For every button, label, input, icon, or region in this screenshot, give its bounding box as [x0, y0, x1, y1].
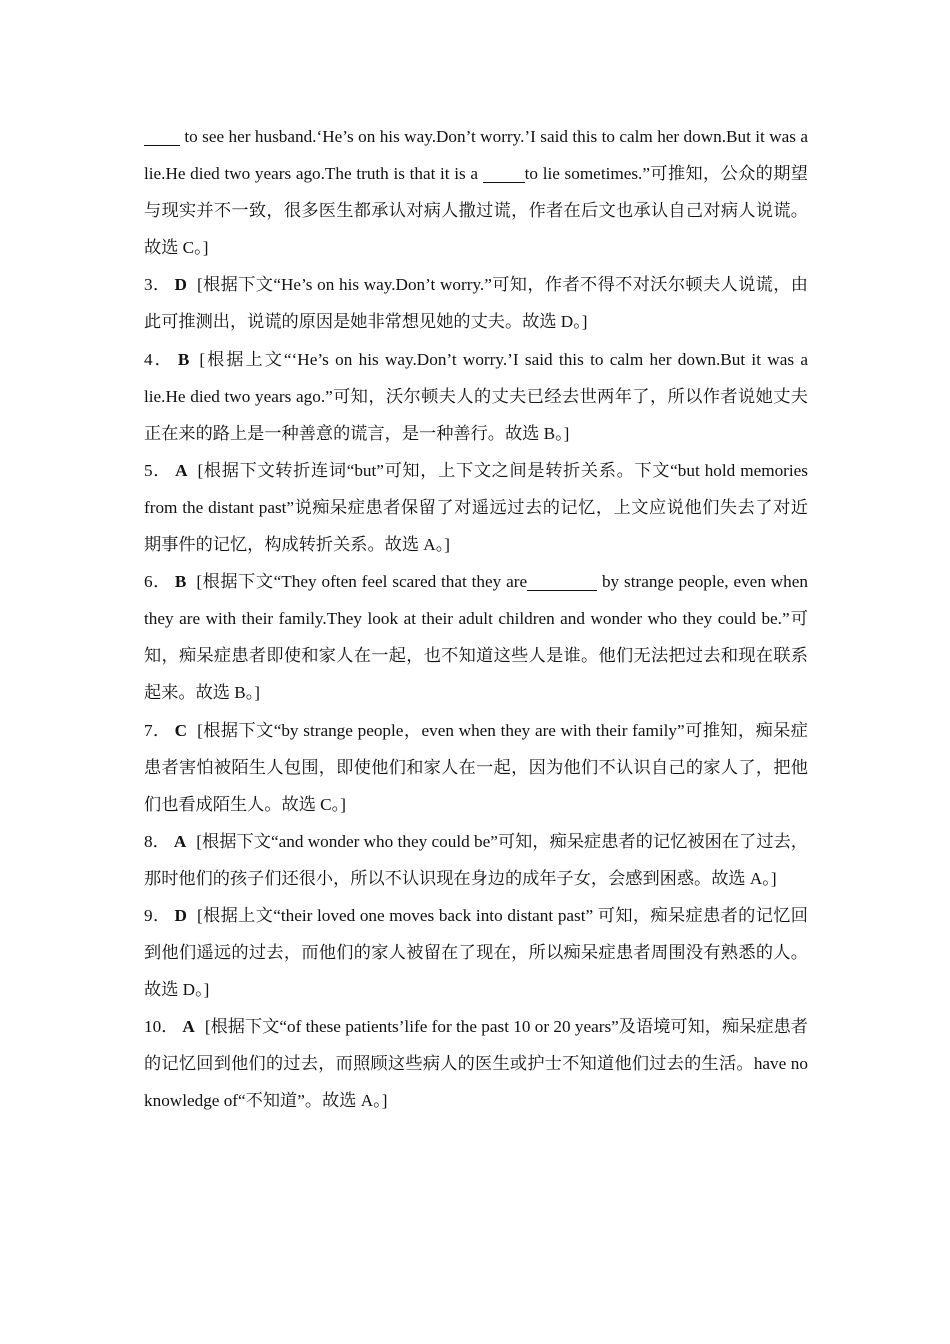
explanation-item-10	[144, 1008, 808, 1119]
explanation-text: [根据下文“They often feel scared that they are	[196, 572, 528, 592]
explanation-text: to lie sometimes.”可推知，公众的期望与现实并不一致，很多医生都承认对病人撒过谎，作者在后文也承认自己对病人说谎。故选 C。]	[144, 164, 808, 258]
item-number: 4．	[144, 349, 174, 369]
fill-in-blank	[483, 165, 525, 183]
explanation-text: [根据下文“and wonder who they could be”可知，痴呆症患者的记忆被困在了过去，那时他们的孩子们还很小，所以不认识现在身边的成年子女，会感到困惑。故选 A。]	[144, 831, 808, 888]
answer-letter: A	[173, 831, 187, 851]
item-number: 10．	[144, 1017, 179, 1037]
explanation-item-9	[144, 897, 808, 1008]
answer-explanations	[144, 118, 808, 1120]
explanation-text: [根据上文“their loved one moves back into distant past” 可知，痴呆症患者的记忆回到他们遥远的过去，而他们的家人被留在了现在，所以痴呆症患者周围没有熟悉的人。故选 D。]	[144, 905, 808, 1000]
explanation-text: [根据下文“He’s on his way.Don’t worry.”可知，作者不得不对沃尔顿夫人说谎，由此可推测出，说谎的原因是她非常想见她的丈夫。故选 D。]	[144, 275, 808, 332]
explanation-text: [根据下文转折连词“but”可知，上下文之间是转折关系。下文“but hold memories from the distant past”说痴呆症患者保留了对遥远过去的记忆，上文应说他们失去了对近期事件的记忆，构成转折关系。故选 A。]	[144, 460, 808, 555]
explanation-list	[144, 118, 808, 1120]
item-number: 7．	[144, 720, 171, 740]
answer-letter: A	[175, 460, 188, 480]
explanation-item-4	[144, 341, 808, 452]
explanation-text: [根据上文“‘He’s on his way.Don’t worry.’I said this to calm her down.But it was a lie.He died two years ago.”可知，沃尔顿夫人的丈夫已经去世两年了，所以作者说她丈夫正在来的路上是一种善意的谎言，是一种善行。故选 B。]	[144, 349, 808, 443]
explanation-text: [根据下文“by strange people，even when they are with their family”可推知，痴呆症患者害怕被陌生人包围，即使他们和家人在一起，因为他们不认识自己的家人了，把他们也看成陌生人。故选 C。]	[144, 720, 808, 814]
answer-letter: C	[174, 720, 188, 740]
item-number: 6．	[144, 572, 171, 592]
fill-in-blank	[527, 573, 597, 591]
item-number: 9．	[144, 905, 171, 925]
fill-in-blank	[144, 128, 180, 146]
answer-letter: A	[182, 1017, 195, 1037]
explanation-item-3	[144, 266, 808, 340]
explanation-text: [根据下文“of these patients’life for the past 10 or 20 years”及语境可知，痴呆症患者的记忆回到他们的过去，而照顾这些病人的医生或护士不知道他们过去的生活。have no knowledge of“不知道”。故选 A。]	[144, 1017, 808, 1111]
explanation-text: by strange people, even when they are with their family.They look at their adult children and wonder who they could be.”可知，痴呆症患者即使和家人在一起，也不知道这些人是谁。他们无法把过去和现在联系起来。故选 B。]	[144, 572, 808, 703]
answer-letter: B	[177, 349, 190, 369]
explanation-item-6	[144, 563, 808, 711]
explanation-item-8	[144, 823, 808, 897]
answer-letter: D	[174, 905, 187, 925]
item-number: 5．	[144, 460, 172, 480]
explanation-text: to see her husband.‘He’s on his way.Don’t worry.’I said this to calm her down.But it was a lie.He died two years ago.The truth is that it is a	[144, 127, 808, 184]
explanation-item-2-cont	[144, 118, 808, 266]
answer-letter: D	[174, 275, 187, 295]
explanation-item-7	[144, 712, 808, 823]
item-number: 8．	[144, 831, 170, 851]
explanation-item-5	[144, 452, 808, 563]
answer-letter: B	[174, 572, 187, 592]
item-number: 3．	[144, 275, 171, 295]
